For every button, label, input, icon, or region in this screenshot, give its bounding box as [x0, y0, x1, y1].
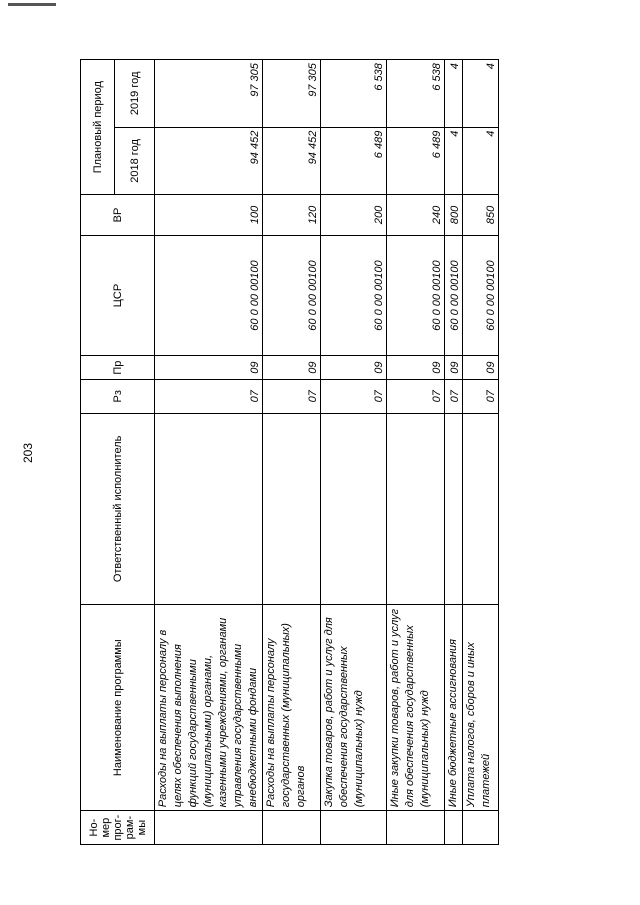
rz-cell: 07 — [445, 379, 463, 413]
csr-cell: 60 0 00 00100 — [387, 235, 445, 356]
amount-2019-cell: 4 — [463, 60, 499, 128]
rz-cell: 07 — [387, 379, 445, 413]
header-vr: ВР — [81, 195, 155, 236]
csr-cell: 60 0 00 00100 — [263, 235, 321, 356]
header-executor: Ответственный исполнитель — [81, 413, 155, 604]
pr-cell: 09 — [155, 356, 263, 380]
header-csr: ЦСР — [81, 235, 155, 356]
program-name-cell: Расходы на выплаты персоналу в целях обеспечения выполнения функций государственными (муниципальными) органами, казенными учреждениями, органами управления государственными внебюджетными фондами — [155, 605, 263, 811]
program-name-cell: Иные закупки товаров, работ и услуг для обеспечения государственных (муниципальных) нужд — [387, 605, 445, 811]
pr-cell: 09 — [387, 356, 445, 380]
pr-cell: 09 — [463, 356, 499, 380]
amount-2018-cell: 94 452 — [155, 127, 263, 195]
header-program-name: Наименование программы — [81, 605, 155, 811]
program-name-cell: Расходы на выплаты персоналу государственных (муниципальных) органов — [263, 605, 321, 811]
vr-cell: 850 — [463, 195, 499, 236]
vr-cell: 100 — [155, 195, 263, 236]
csr-cell: 60 0 00 00100 — [445, 235, 463, 356]
header-program-number: Но-мер прог-рам-мы — [81, 811, 155, 845]
vr-cell: 200 — [321, 195, 387, 236]
amount-2019-cell: 6 538 — [321, 60, 387, 128]
program-name-cell: Уплата налогов, сборов и иных платежей — [463, 605, 499, 811]
amount-2018-cell: 94 452 — [263, 127, 321, 195]
amount-2019-cell: 6 538 — [387, 60, 445, 128]
pr-cell: 09 — [321, 356, 387, 380]
amount-2019-cell: 97 305 — [155, 60, 263, 128]
vr-cell: 240 — [387, 195, 445, 236]
header-rz: Рз — [81, 379, 155, 413]
rz-cell: 07 — [263, 379, 321, 413]
amount-2019-cell: 4 — [445, 60, 463, 128]
vr-cell: 800 — [445, 195, 463, 236]
vr-cell: 120 — [263, 195, 321, 236]
pr-cell: 09 — [263, 356, 321, 380]
csr-cell: 60 0 00 00100 — [321, 235, 387, 356]
page-number: 203 — [21, 442, 35, 464]
csr-cell: 60 0 00 00100 — [463, 235, 499, 356]
program-name-cell: Закупка товаров, работ и услуг для обеспечения государственных (муниципальных) нужд — [321, 605, 387, 811]
header-pr: Пр — [81, 356, 155, 380]
pr-cell: 09 — [445, 356, 463, 380]
header-year-2019: 2019 год — [115, 60, 155, 128]
program-name-cell: Иные бюджетные ассигнования — [445, 605, 463, 811]
csr-cell: 60 0 00 00100 — [155, 235, 263, 356]
rz-cell: 07 — [321, 379, 387, 413]
rz-cell: 07 — [155, 379, 263, 413]
rz-cell: 07 — [463, 379, 499, 413]
amount-2018-cell: 4 — [463, 127, 499, 195]
amount-2019-cell: 97 305 — [263, 60, 321, 128]
amount-2018-cell: 4 — [445, 127, 463, 195]
header-year-2018: 2018 год — [115, 127, 155, 195]
header-planning-period: Плановый период — [81, 60, 115, 195]
amount-2018-cell: 6 489 — [387, 127, 445, 195]
amount-2018-cell: 6 489 — [321, 127, 387, 195]
